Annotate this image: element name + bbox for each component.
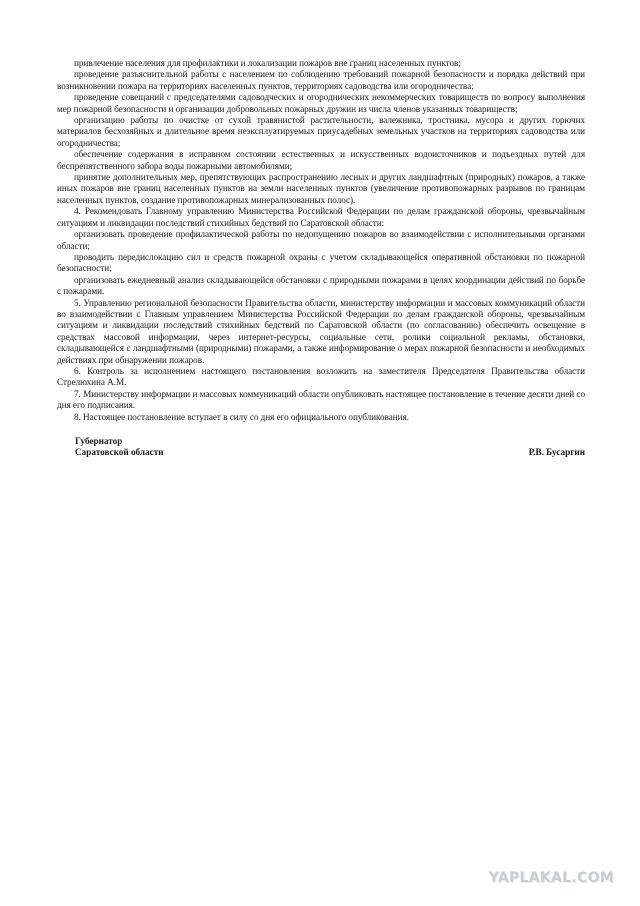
paragraph: 8. Настоящее постановление вступает в силу со дня его официального опубликования. [74,411,409,422]
paragraph: проведение разъяснительной работы с населением по соблюдению требований пожарной безопасности и порядка действий при возникновении пожара на территориях населенных пунктов, территориях садоводства или огородничества; [57,69,585,91]
paragraph: проводить передислокацию сил и средств пожарной охраны с учетом складывающейся оперативной обстановки по пожарной безопасности; [57,251,585,274]
paragraph: 7. Министерству информации и массовых коммуникаций области опубликовать настоящее постановление в течение десяти дней со дня его подписания. [57,388,585,411]
paragraph: организовать ежедневный анализ складывающейся обстановки с природными пожарами в целях координации действий по борьбе с пожарами. [57,274,585,297]
signature-block [75,436,585,459]
signature-title-line1: Губернатор [75,436,123,446]
paragraph: 5. Управлению региональной безопасности Правительства области, министерству информации и массовых коммуникаций области во взаимодействии с Главным управлением Министерства Российской Федерации по делам гражданской обороны, чрезвычайным ситуациям и ликвидации последствий стихийных бедствий по Саратовской области (по согласованию) обеспечить освещение в средствах массовой информации, через интернет-ресурсы, социальные сети, ролики социальной рекламы, обстановки, складывающейся с ландшафтными (природными) пожарами, а также информирование о мерах пожарной безопасности и необходимых действиях при обнаружении пожаров. [57,297,585,365]
paragraph: организацию работы по очистке от сухой травянистой растительности, валежника, тростника, мусора и других горючих материалов бесхозяйных и длительное время неэксплуатируемых приусадебных земельных участков на территориях садоводства или огородничества; [57,115,585,148]
paragraph: организовать проведение профилактической работы по недопущению пожаров во взаимодействии с исполнительными органами области; [57,229,585,251]
watermark-logo: YAPLAKAL.COM [488,870,614,886]
paragraph: проведение совещаний с председателями садоводческих и огороднических некоммерческих товариществ по вопросу выполнения мер пожарной безопасности и организации добровольных пожарных дружин из числа членов указанных товариществ; [57,92,585,114]
paragraph: обеспечение содержания в исправном состоянии естественных и искусственных водоисточников и подъездных путей для беспрепятственного забора воды пожарными автомобилями; [57,149,585,171]
paragraph: привлечение населения для профилактики и локализации пожаров вне границ населенных пунктов; [74,58,461,68]
signature-name: Р.В. Бусаргин [528,447,585,458]
paragraph: 6. Контроль за исполнением настоящего постановления возложить на заместителя Председателя Правительства области Стрелюхина А.М. [57,365,585,388]
signature-title-line2: Саратовской области [75,447,164,458]
document-body [57,58,585,423]
paragraph: 4. Рекомендовать Главному управлению Министерства Российской Федерации по делам гражданской обороны, чрезвычайным ситуациям и ликвидации последствий стихийных бедствий по Саратовской области: [57,206,585,228]
paragraph: принятие дополнительных мер, препятствующих распространению лесных и других ландшафтных (природных) пожаров, а также иных пожаров вне границ населенных пунктов на земли населенных пунктов (увеличение противопожарных разрывов по границам населенных пунктов, создание противопожарных минерализованных полос). [57,172,585,205]
